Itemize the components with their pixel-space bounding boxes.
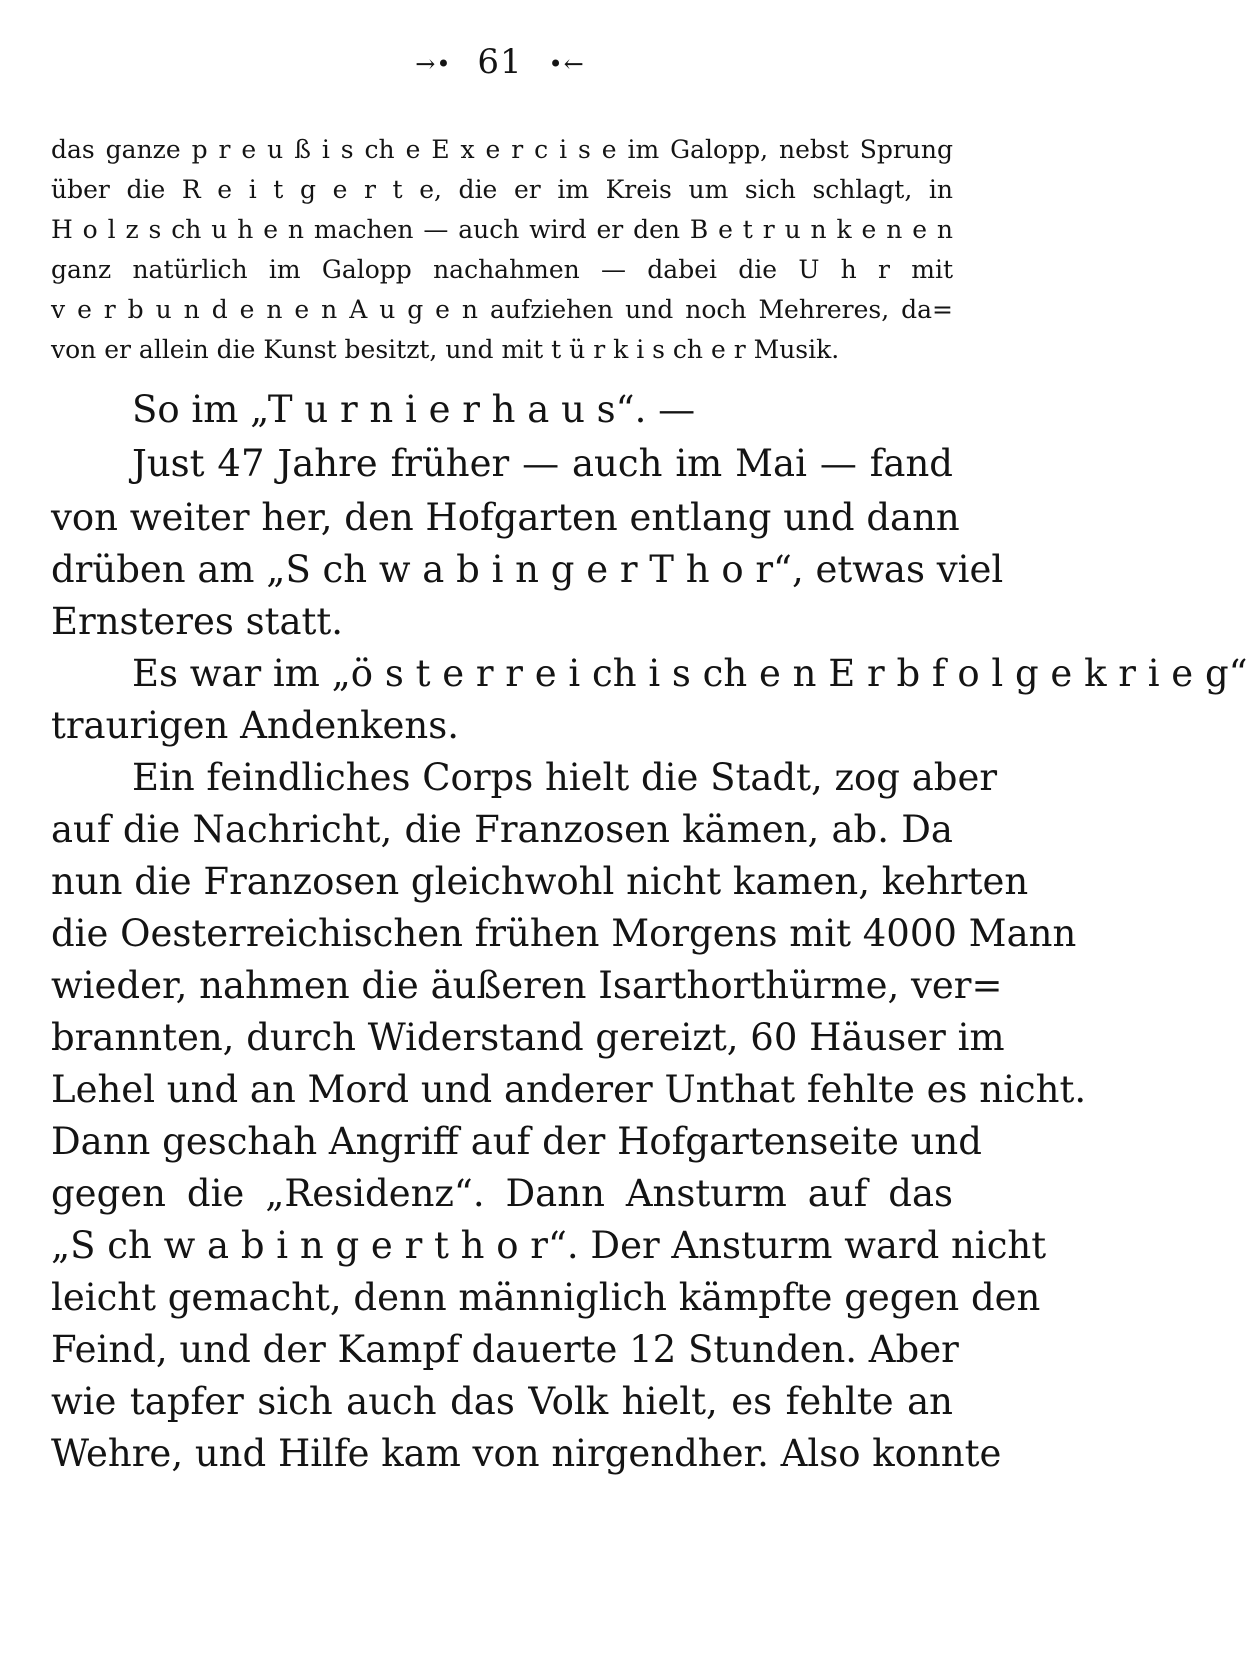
text-line: So im „T u r n i e r h a u s“. — [132,388,696,431]
text-line: gegen die „Residenz“. Dann Ansturm auf das [51,1172,953,1215]
text-line: Feind, und der Kampf dauerte 12 Stunden. Aber [51,1328,959,1371]
text-line: wieder, nahmen die äußeren Isarthorthürme, ver= [51,964,1003,1007]
text-line: Wehre, und Hilfe kam von nirgendher. Also konnte [51,1432,1002,1475]
text-line: „S ch w a b i n g e r t h o r“. Der Ansturm ward nicht [51,1224,1047,1267]
text-line: ganz natürlich im Galopp nachahmen — dabei die U h r mit [51,255,953,284]
text-line: Ein feindliches Corps hielt die Stadt, zog aber [132,756,998,799]
text-line: von er allein die Kunst besitzt, und mit t ü r k i s ch e r Musik. [51,335,840,364]
text-line: die Oesterreichischen frühen Morgens mit 4000 Mann [51,912,1077,955]
text-line: brannten, durch Widerstand gereizt, 60 Häuser im [51,1016,1005,1059]
text-line: drüben am „S ch w a b i n g e r T h o r“, etwas viel [51,548,1004,591]
text-line: Lehel und an Mord und anderer Unthat fehlte es nicht. [51,1068,1087,1111]
text-line: wie tapfer sich auch das Volk hielt, es fehlte an [51,1380,953,1423]
text-line: Just 47 Jahre früher — auch im Mai — fand [132,442,953,485]
text-line: v e r b u n d e n e n A u g e n aufziehen und noch Mehreres, da= [51,295,953,324]
text-line: Dann geschah Angriff auf der Hofgartenseite und [51,1120,982,1163]
text-line: das ganze p r e u ß i s ch e E x e r c i s e im Galopp, nebst Sprung [51,135,953,164]
text-line: H o l z s ch u h e n machen — auch wird er den B e t r u n k e n e n [51,215,953,244]
text-line: über die R e i t g e r t e, die er im Kreis um sich schlagt, in [51,175,953,204]
text-line: traurigen Andenkens. [51,704,459,747]
text-line: Es war im „ö s t e r r e i ch i s ch e n E r b f o l g e k r i e g“ [132,652,1248,695]
arrow-right-ornament-icon: •← [548,50,585,78]
text-line: nun die Franzosen gleichwohl nicht kamen, kehrten [51,860,1029,903]
page-number-header [0,42,1000,82]
text-line: leicht gemacht, denn männiglich kämpfte gegen den [51,1276,1041,1319]
text-line: auf die Nachricht, die Franzosen kämen, ab. Da [51,808,953,851]
arrow-left-ornament-icon: →• [415,50,452,78]
text-line: Ernsteres statt. [51,600,344,643]
text-line: von weiter her, den Hofgarten entlang und dann [51,496,960,539]
page-number: 61 [477,42,523,82]
